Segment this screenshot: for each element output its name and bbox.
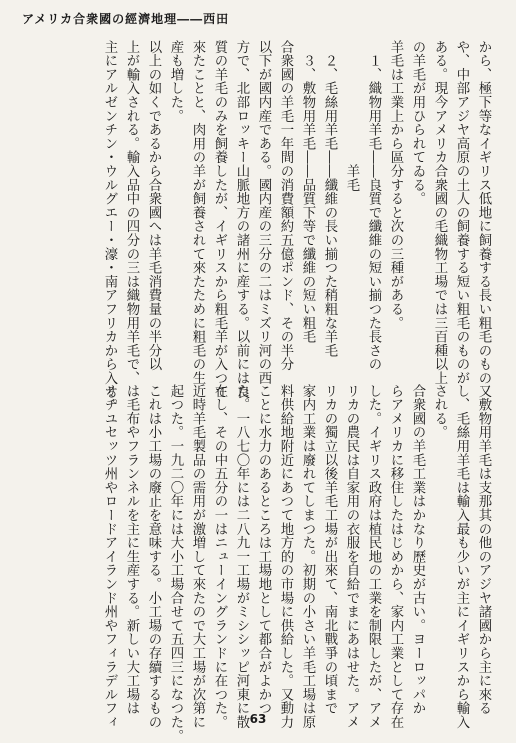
upper-text-column: や、中部アジヤ高原の土人の飼養する短い粗毛のものが [454,40,469,385]
lower-text-column: し、毛絲用羊毛は輸入最も少いが主にイギリスから輸入 [454,384,469,729]
lower-text-column: 在し、その中五分の一はニューイングランドに在つた。 [212,384,227,729]
upper-text-column: 産も増した。 [168,40,183,123]
upper-text-column: 質の羊毛のみを飼養したが、イギリスから粗毛羊が入つて [212,40,227,399]
lower-text-column: は毛布やフランネルを主に生産する。新しい大工場は [124,384,139,716]
lower-text-column: リカの獨立以後羊毛工場が出來て、南北戰爭の頃まで [322,384,337,716]
lower-text-column: される。 [432,384,447,440]
lower-text-column: 起つた。一九二〇年には大小工場合せて五四三になつた。 [168,384,183,743]
lower-text-column: サチユセッツ州やロードアイランド州やフィラデルフィ [102,384,117,729]
upper-text-column: から、極下等なイギリス低地に飼養する長い粗毛のもの [476,40,491,385]
upper-text-column: 羊毛 [344,40,359,192]
lower-text-column: 又敷物用羊毛は支那其の他のアジヤ諸國から主に來る [476,384,491,716]
upper-text-column: ３、敷物用羊毛――品質下等で纖維の短い粗毛 [300,40,315,344]
upper-text-column: 合衆國の羊毛一年間の消費額約五億ポンド、その半分 [278,40,293,372]
lower-text-column: した。イギリス政府は植民地の工業を制限したが、アメ [366,384,381,729]
upper-text-block [16,40,494,413]
upper-text-column: 以上の如くであるから合衆國へは羊毛消費量の半分以 [146,40,161,372]
lower-text-column: 近時羊毛製品の需用が激増して來たので大工場が次第に [190,384,205,729]
lower-text-column: リカの農民は自家用の衣服を自給でまにあはせた。アメ [344,384,359,729]
upper-text-column: 以下が國内産である。國内産の三分の二はミズリ河の西 [256,40,271,385]
upper-text-column: １、織物用羊毛――良質で纖維の短い揃つた長さの [366,40,381,372]
upper-text-column: 主にアルゼンチン・ウルグエー・濠・南アフリカから入る。 [102,40,117,413]
lower-text-column: らアメリカに移住したはじめから、家内工業として存在 [388,384,403,729]
lower-text-column: た。一八七〇年には二八九一工場がミシシッピ河東に散 [234,384,249,729]
upper-text-column: 上が輸入される。輸入品中の四分の三は織物用羊毛で、 [124,40,139,385]
lower-text-column: 料供給地附近にあつて地方的の市場に供給した。又動力 [278,384,293,729]
upper-text-column: ２、毛絲用羊毛――纖維の長い揃つた稍粗な羊毛 [322,40,337,358]
page-number: 63 [249,712,267,726]
lower-text-column: 合衆國の羊毛工業はかなり歷史が古い。ヨーロッパか [410,384,425,716]
upper-text-column: ある。現今アメリカ合衆國の毛織物工場では三百種以上 [432,40,447,385]
upper-text-column: 羊毛は工業上から區分すると次の三種がある。 [388,40,403,330]
upper-text-column: 來たことと、肉用の羊が飼養されて來たために粗毛の生 [190,40,205,385]
lower-text-column: これは小工場の廢止を意味する。小工場の存續するもの [146,384,161,729]
upper-text-column: の羊毛が用ひられてゐる。 [410,40,425,206]
lower-text-column: ことに水力のあるところは工場地として都合がよかつ [256,384,271,716]
lower-text-column: 家内工業は廢れてしまつた。初期の小さい羊毛工場は原 [300,384,315,729]
upper-text-column: 方で、北部ロッキー山脈地方の諸州に産する。以前には良 [234,40,249,399]
running-header: アメリカ合衆國の經濟地理――西田 [22,12,230,26]
